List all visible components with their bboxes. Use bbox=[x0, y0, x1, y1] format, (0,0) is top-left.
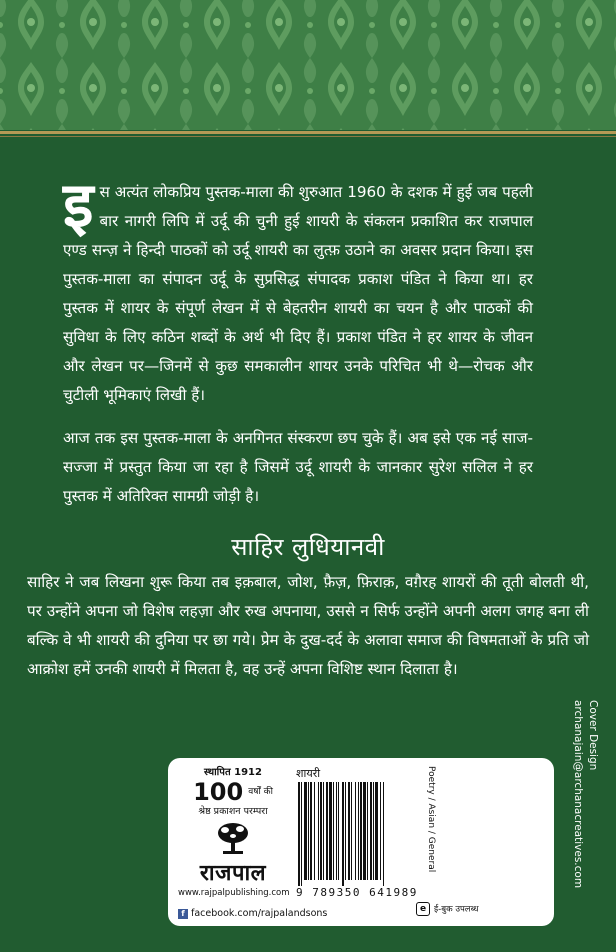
barcode-bar bbox=[348, 782, 350, 880]
isbn-barcode-icon bbox=[296, 782, 418, 886]
cover-design-credit bbox=[556, 700, 600, 920]
cover-design-label: Cover Design bbox=[587, 700, 599, 771]
bisac-subject: Poetry / Asian / General bbox=[426, 766, 436, 873]
cover-design-email: archanajain@archanacreatives.com bbox=[572, 700, 584, 889]
barcode-bar bbox=[355, 782, 356, 880]
barcode-bar bbox=[375, 782, 378, 880]
barcode-bar bbox=[351, 782, 352, 880]
ebook-label: ई-बुक उपलब्ध bbox=[434, 904, 479, 915]
barcode-bar bbox=[360, 782, 362, 880]
publisher-website: www.rajpalpublishing.com bbox=[178, 888, 290, 898]
gold-divider-thin bbox=[0, 136, 616, 137]
publisher-logo bbox=[178, 764, 288, 898]
book-category: शायरी bbox=[296, 767, 321, 780]
gold-divider bbox=[0, 131, 616, 134]
poet-description-paragraph: साहिर ने जब लिखना शुरू किया तब इक़बाल, जोश, फ़ैज़, फ़िराक़, वग़ैरह शायरों की तूती बोलती थी, पर उन्होंने अपना जो विशेष लहज़ा और रुख अपनाया, उससे न सिर्फ उन्होंने अपनी अलग जगह बना ली बल्कि वे भी शायरी की दुनिया पर छा गये। प्रेम के दुख-दर्द के अलावा समाज की विषमताओं के प्रति जो आक्रोश हमें उनकी शायरी में मिलता है, वह उन्हें अपना विशिष्ट स्थान दिलाता है। bbox=[27, 573, 589, 678]
damask-pattern-band bbox=[0, 0, 616, 130]
barcode-bar bbox=[329, 782, 332, 880]
publisher-barcode-panel bbox=[168, 758, 554, 926]
facebook-url: facebook.com/rajpalandsons bbox=[191, 908, 328, 919]
barcode-bar bbox=[345, 782, 346, 880]
years-label: वर्षों की bbox=[248, 786, 273, 797]
barcode-bar bbox=[363, 782, 366, 880]
barcode-bar bbox=[323, 782, 324, 880]
barcode-bar bbox=[304, 782, 307, 880]
barcode-bar bbox=[336, 782, 337, 880]
barcode-bar bbox=[320, 782, 322, 880]
series-intro-text: स अत्यंत लोकप्रिय पुस्तक-माला की शुरुआत 1960 के दशक में हुई जब पहली बार नागरी लिपि में उर्दू की चुनी हुई शायरी के संकलन प्रकाशित कर राजपाल एण्ड सन्ज़ ने हिन्दी पाठकों को उर्दू शायरी का लुत्फ़ उठाने का अवसर प्रदान किया। इस पुस्तक-माला का संपादन उर्दू के सुप्रसिद्ध संपादक प्रकाश पंडित ने किया था। हर पुस्तक में शायर के संपूर्ण लेखन में से बेहतरीन शायरी का चयन है और पाठकों की सुविधा के लिए कठिन शब्दों के अर्थ भी दिए हैं। प्रकाश पंडित ने हर शायर के जीवन और लेखन पर—जिनमें से कुछ समकालीन शायर उनके परिचित भी थे—रोचक और चुटीली भूमिकाएं लिखी हैं। bbox=[63, 183, 533, 404]
barcode-bar bbox=[298, 782, 300, 886]
poet-name-heading: साहिर लुधियानवी bbox=[231, 533, 385, 561]
barcode-bar bbox=[367, 782, 368, 880]
barcode-bar bbox=[373, 782, 374, 880]
barcode-bar bbox=[308, 782, 309, 880]
hundred-years-number: 100 bbox=[193, 778, 244, 806]
barcode-bar bbox=[342, 782, 344, 886]
barcode-bar bbox=[338, 782, 339, 880]
barcode-bar bbox=[380, 782, 381, 880]
barcode-bar bbox=[301, 782, 302, 886]
facebook-link bbox=[178, 908, 348, 919]
drop-cap: इ bbox=[63, 168, 94, 241]
barcode-bar bbox=[318, 782, 319, 880]
tree-logo-icon bbox=[215, 821, 251, 855]
new-edition-paragraph: आज तक इस पुस्तक-माला के अनगिनत संस्करण छप चुके हैं। अब इसे एक नई साज-सज्जा में प्रस्तुत किया जा रहा है जिसमें उर्दू शायरी के जानकार सुरेश सलिल ने हर पुस्तक में अतिरिक्त सामग्री जोड़ी है। bbox=[63, 429, 533, 505]
publishing-tradition: श्रेष्ठ प्रकाशन परम्परा bbox=[198, 806, 268, 817]
barcode-bar bbox=[314, 782, 315, 880]
ebook-icon: e bbox=[416, 902, 430, 916]
barcode-bar bbox=[326, 782, 328, 880]
series-intro-paragraph bbox=[63, 168, 533, 410]
established-year: स्थापित 1912 bbox=[204, 767, 262, 778]
facebook-icon: f bbox=[178, 909, 188, 919]
barcode-bar bbox=[310, 782, 312, 880]
barcode-bar bbox=[333, 782, 334, 880]
isbn-number: 9 789350 641989 bbox=[296, 886, 418, 899]
damask-ornament-icon bbox=[0, 0, 616, 130]
ebook-available bbox=[416, 902, 478, 916]
publisher-brand: राजपाल bbox=[199, 861, 267, 886]
barcode-bar bbox=[383, 782, 384, 886]
barcode-bar bbox=[358, 782, 359, 880]
barcode-bar bbox=[370, 782, 372, 880]
